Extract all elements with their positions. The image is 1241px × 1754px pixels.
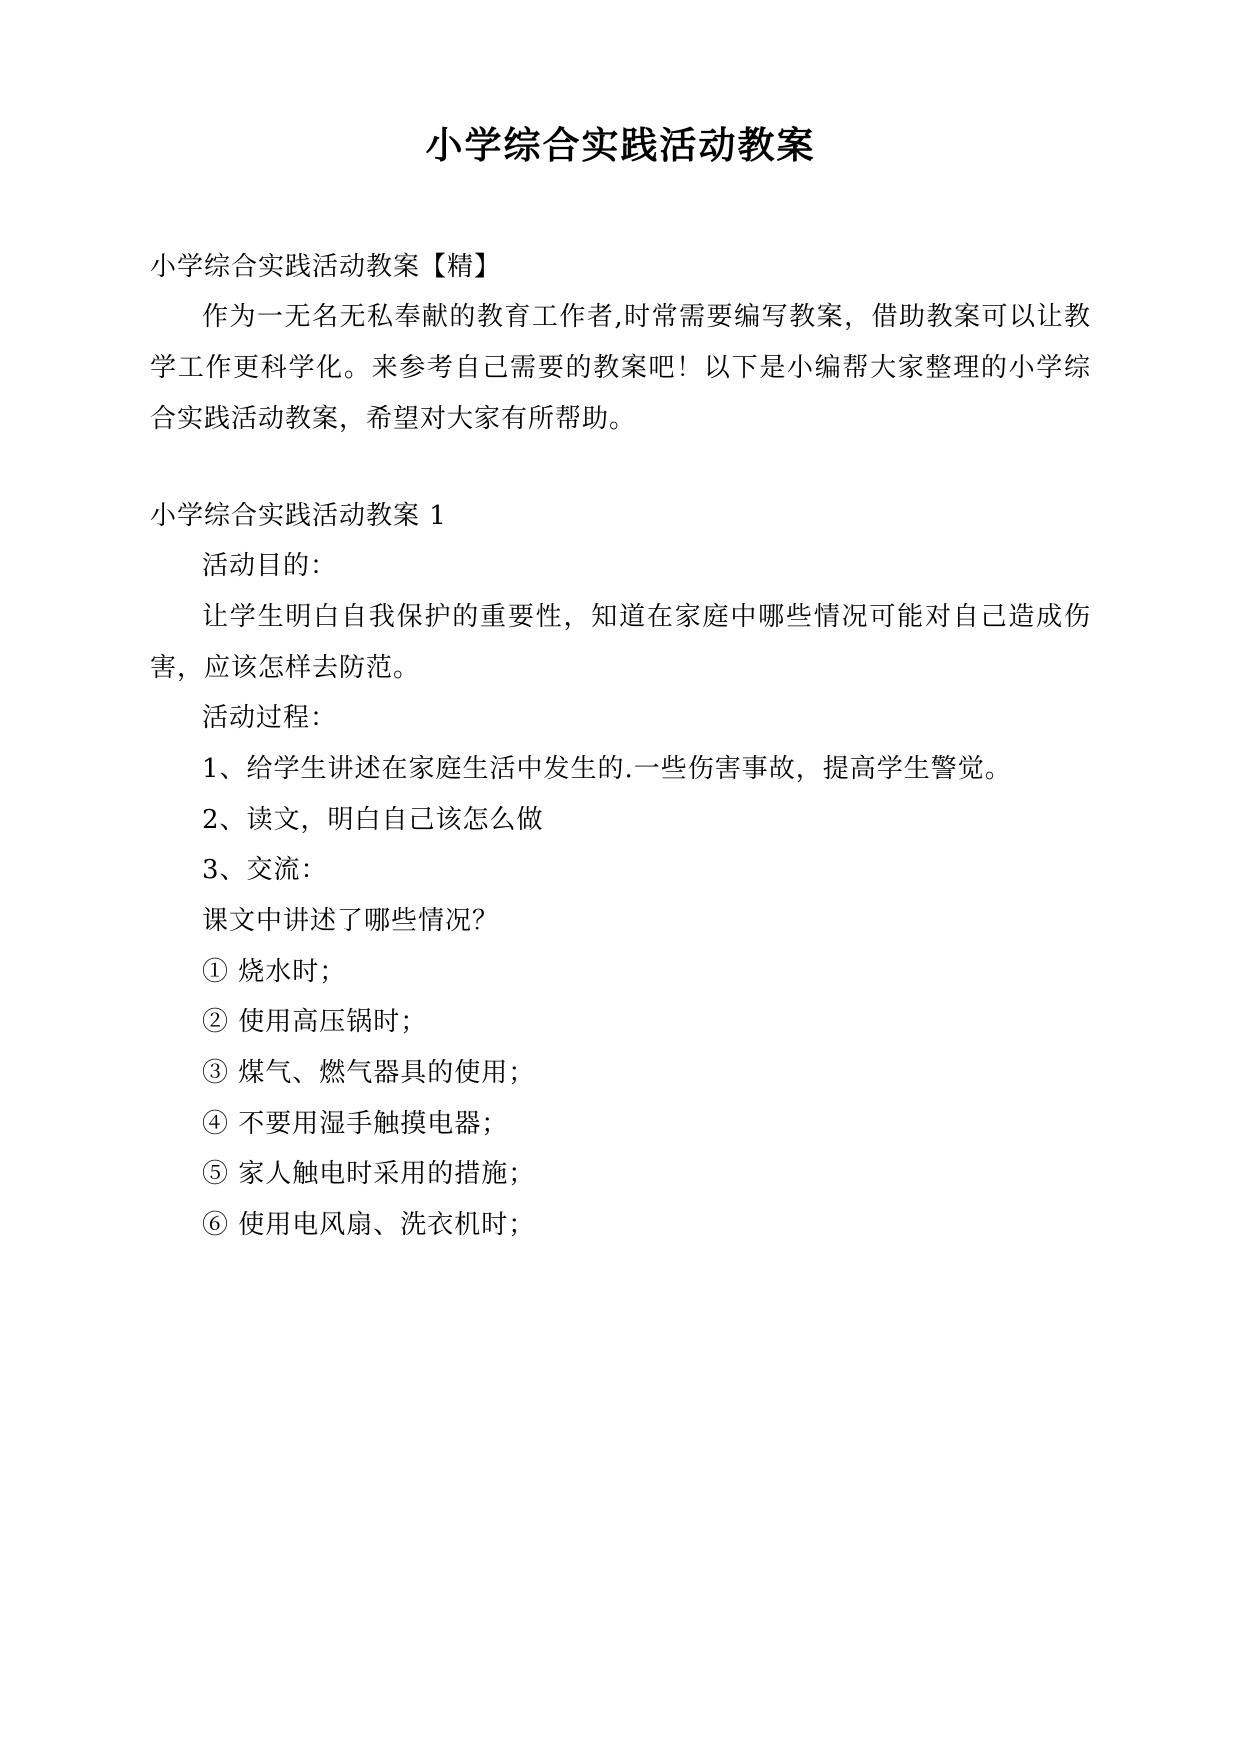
list-item: ⑥ 使用电风扇、洗衣机时； <box>202 1210 536 1241</box>
paragraph: 小学综合实践活动教案 1 <box>150 500 447 531</box>
document-body <box>150 242 1091 1251</box>
list-item: ⑤ 家人触电时采用的措施； <box>202 1159 536 1190</box>
page-title: 小学综合实践活动教案 <box>425 124 816 167</box>
list-item: ④ 不要用湿手触摸电器； <box>202 1108 509 1139</box>
paragraph: 活动目的： <box>202 551 338 582</box>
list-item: ① 烧水时； <box>202 956 347 987</box>
paragraph: 3、交流： <box>202 855 328 886</box>
paragraph: 2、读文，明白自己该怎么做 <box>202 804 544 835</box>
paragraph: 课文中讲述了哪些情况？ <box>202 906 500 937</box>
paragraph-spacer <box>150 445 1091 491</box>
list-item: ③ 煤气、燃气器具的使用； <box>202 1058 536 1089</box>
paragraph: 让学生明白自我保护的重要性，知道在家庭中哪些情况可能对自己造成伤害，应该怎样去防范。 <box>150 601 1091 683</box>
paragraph: 作为一无名无私奉献的教育工作者,时常需要编写教案，借助教案可以让教学工作更科学化。来参考自己需要的教案吧！以下是小编帮大家整理的小学综合实践活动教案，希望对大家有所帮助。 <box>150 302 1091 434</box>
paragraph: 活动过程： <box>202 703 338 734</box>
paragraph: 1、给学生讲述在家庭生活中发生的.一些伤害事故，提高学生警觉。 <box>202 753 1012 784</box>
list-item: ② 使用高压锅时； <box>202 1007 428 1038</box>
paragraph: 小学综合实践活动教案【精】 <box>150 251 502 282</box>
